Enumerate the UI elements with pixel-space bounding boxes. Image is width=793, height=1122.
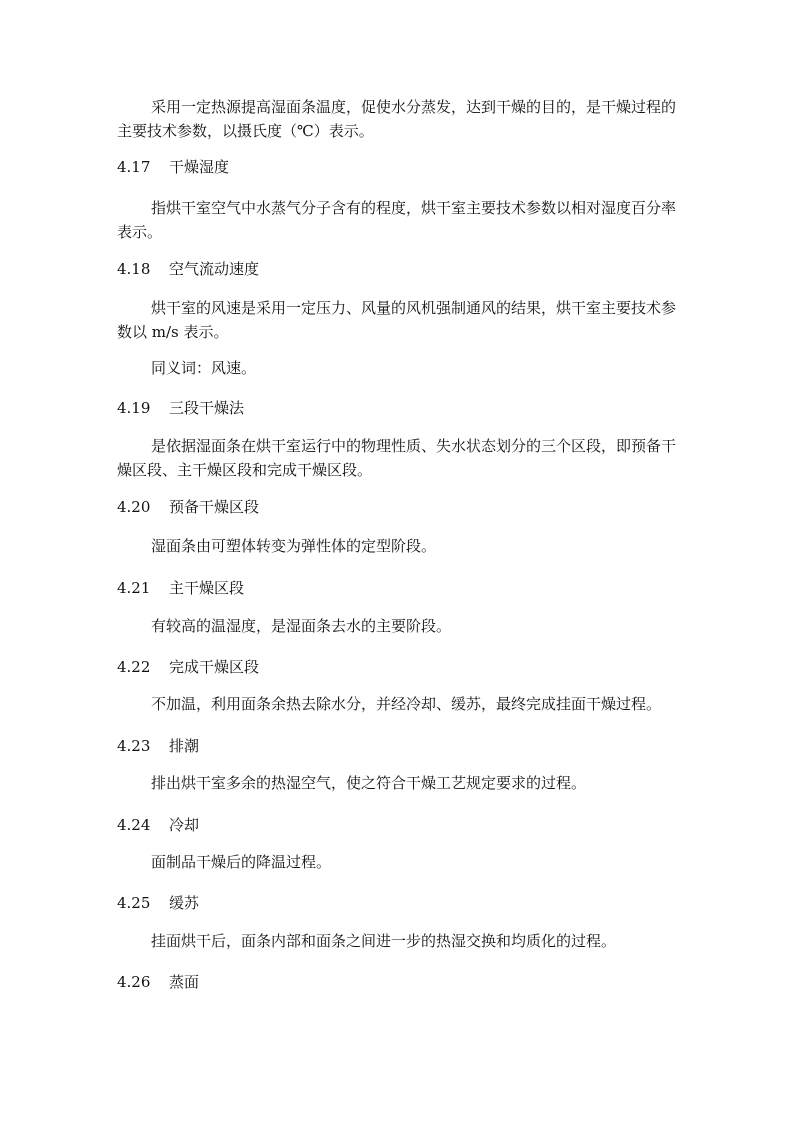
heading-4-25: [117, 893, 199, 913]
heading-title: 完成干燥区段: [169, 658, 260, 676]
heading-4-24: [117, 815, 199, 835]
heading-number: 4.18: [117, 260, 151, 278]
heading-4-22: [117, 657, 259, 677]
heading-number: 4.25: [117, 894, 151, 912]
heading-number: 4.26: [117, 973, 151, 991]
heading-number: 4.20: [117, 498, 151, 516]
heading-title: 排潮: [169, 737, 200, 755]
heading-title: 冷却: [169, 816, 200, 834]
heading-number: 4.17: [117, 158, 151, 176]
heading-title: 缓苏: [169, 894, 200, 912]
paragraph-cooling: 面制品干燥后的降温过程。: [151, 853, 332, 871]
paragraph-pre-drying: 湿面条由可塑体转变为弹性体的定型阶段。: [151, 537, 437, 555]
heading-title: 干燥湿度: [169, 158, 230, 176]
paragraph-exhaust: 排出烘干室多余的热湿空气，使之符合干燥工艺规定要求的过程。: [151, 774, 587, 792]
heading-number: 4.19: [117, 399, 151, 417]
heading-4-20: [117, 497, 259, 517]
heading-title: 三段干燥法: [169, 399, 245, 417]
heading-number: 4.21: [117, 579, 151, 597]
heading-4-19: [117, 398, 244, 418]
heading-4-17: [117, 157, 229, 177]
paragraph-tempering: 挂面烘干后，面条内部和面条之间进一步的热湿交换和均质化的过程。: [151, 932, 617, 950]
paragraph-three-stage: 是依据湿面条在烘干室运行中的物理性质、失水状态划分的三个区段，即预备干燥区段、主干燥区段和完成干燥区段。: [117, 437, 677, 479]
heading-title: 蒸面: [169, 973, 200, 991]
heading-number: 4.22: [117, 658, 151, 676]
paragraph-drying-temperature: 采用一定热源提高湿面条温度，促使水分蒸发，达到干燥的目的，是干燥过程的主要技术参数，以摄氏度（℃）表示。: [117, 98, 677, 140]
heading-title: 空气流动速度: [169, 260, 260, 278]
heading-title: 预备干燥区段: [169, 498, 260, 516]
paragraph-synonym: 同义词：风速。: [151, 359, 257, 377]
paragraph-final-drying: 不加温，利用面条余热去除水分，并经冷却、缓苏，最终完成挂面干燥过程。: [151, 695, 662, 713]
heading-title: 主干燥区段: [169, 579, 245, 597]
paragraph-main-drying: 有较高的温湿度，是湿面条去水的主要阶段。: [151, 617, 452, 635]
paragraph-drying-humidity: 指烘干室空气中水蒸气分子含有的程度，烘干室主要技术参数以相对湿度百分率表示。: [117, 199, 677, 241]
heading-4-23: [117, 736, 199, 756]
heading-number: 4.23: [117, 737, 151, 755]
heading-4-18: [117, 259, 259, 279]
paragraph-air-velocity: 烘干室的风速是采用一定压力、风量的风机强制通风的结果，烘干室主要技术参数以 m/s 表示。: [117, 299, 677, 341]
heading-4-26: [117, 972, 199, 992]
heading-number: 4.24: [117, 816, 151, 834]
heading-4-21: [117, 578, 244, 598]
